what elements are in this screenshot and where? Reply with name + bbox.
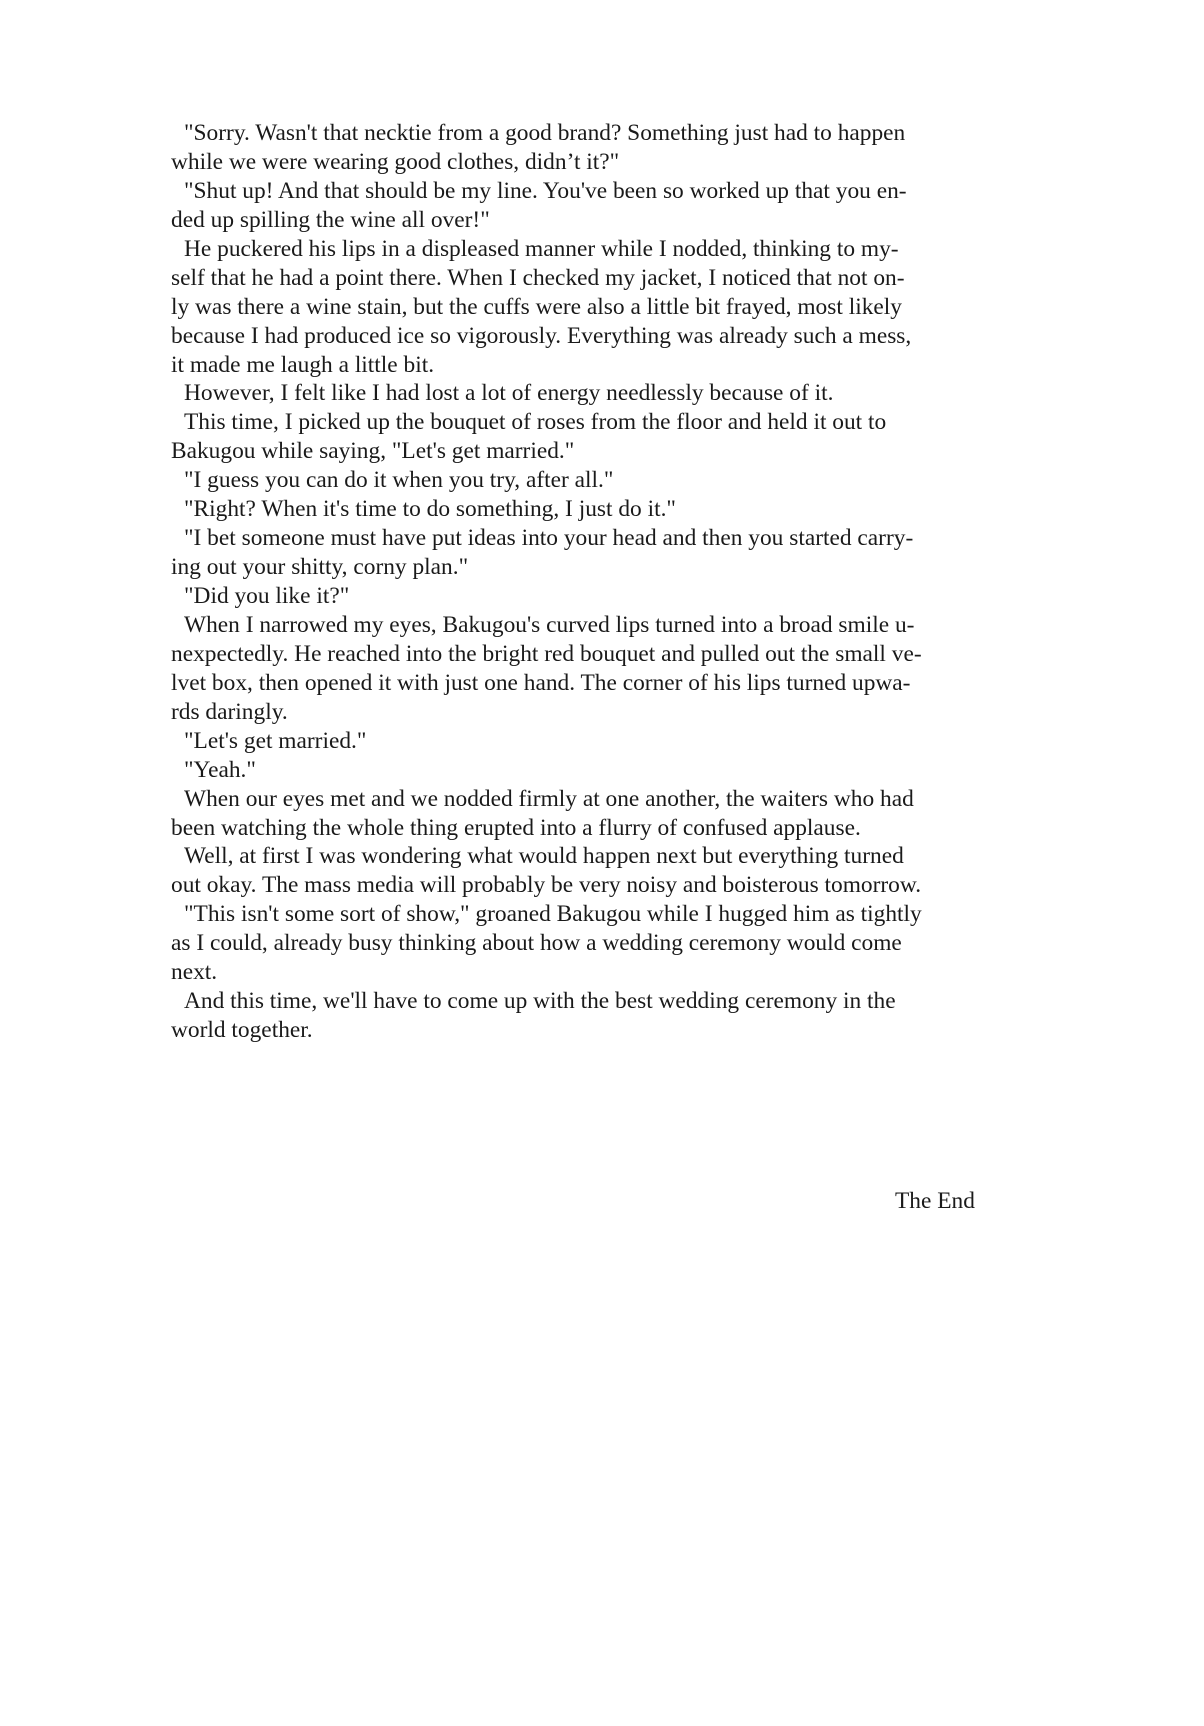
text-line: "I bet someone must have put ideas into your head and then you started carry- [184,525,914,552]
text-line: next. [171,959,218,986]
text-line: This time, I picked up the bouquet of roses from the floor and held it out to [184,409,887,436]
text-line: it made me laugh a little bit. [171,351,435,378]
text-line: When I narrowed my eyes, Bakugou's curved lips turned into a broad smile u- [184,611,915,638]
text-line: "This isn't some sort of show," groaned Bakugou while I hugged him as tightly [184,901,922,928]
text-line: because I had produced ice so vigorously. Everything was already such a mess, [171,322,912,349]
text-line: nexpectedly. He reached into the bright red bouquet and pulled out the small ve- [171,640,922,667]
text-line: "Yeah." [184,756,256,783]
text-line: However, I felt like I had lost a lot of energy needlessly because of it. [184,380,834,407]
text-line: out okay. The mass media will probably be very noisy and boisterous tomorrow. [171,872,922,899]
text-line: lvet box, then opened it with just one hand. The corner of his lips turned upwa- [171,669,911,696]
text-line: ing out your shitty, corny plan." [171,554,469,581]
text-line: self that he had a point there. When I checked my jacket, I noticed that not on- [171,264,905,291]
the-end-text: The End [895,1188,975,1214]
text-line: "I guess you can do it when you try, after all." [184,467,614,494]
text-line: "Shut up! And that should be my line. You've been so worked up that you en- [184,177,907,204]
text-line: "Let's get married." [184,727,367,754]
text-line: And this time, we'll have to come up with the best wedding ceremony in the [184,988,896,1015]
text-line: world together. [171,1017,313,1044]
text-line: ded up spilling the wine all over!" [171,206,490,233]
text-line: He puckered his lips in a displeased manner while I nodded, thinking to my- [184,235,899,262]
text-line: "Right? When it's time to do something, I just do it." [184,496,676,523]
text-line: rds daringly. [171,698,288,725]
text-line: as I could, already busy thinking about how a wedding ceremony would come [171,930,902,957]
text-line: while we were wearing good clothes, didn’t it?" [171,148,620,175]
text-line: Well, at first I was wondering what would happen next but everything turned [184,843,904,870]
text-line: been watching the whole thing erupted into a flurry of confused applause. [171,814,861,841]
text-line: "Sorry. Wasn't that necktie from a good brand? Something just had to happen [184,120,906,146]
story-text [171,119,1001,1045]
text-line: "Did you like it?" [184,583,350,609]
text-line: When our eyes met and we nodded firmly at one another, the waiters who had [184,785,914,812]
text-line: Bakugou while saying, "Let's get married." [171,438,575,465]
text-line: ly was there a wine stain, but the cuffs were also a little bit frayed, most likely [171,293,902,320]
